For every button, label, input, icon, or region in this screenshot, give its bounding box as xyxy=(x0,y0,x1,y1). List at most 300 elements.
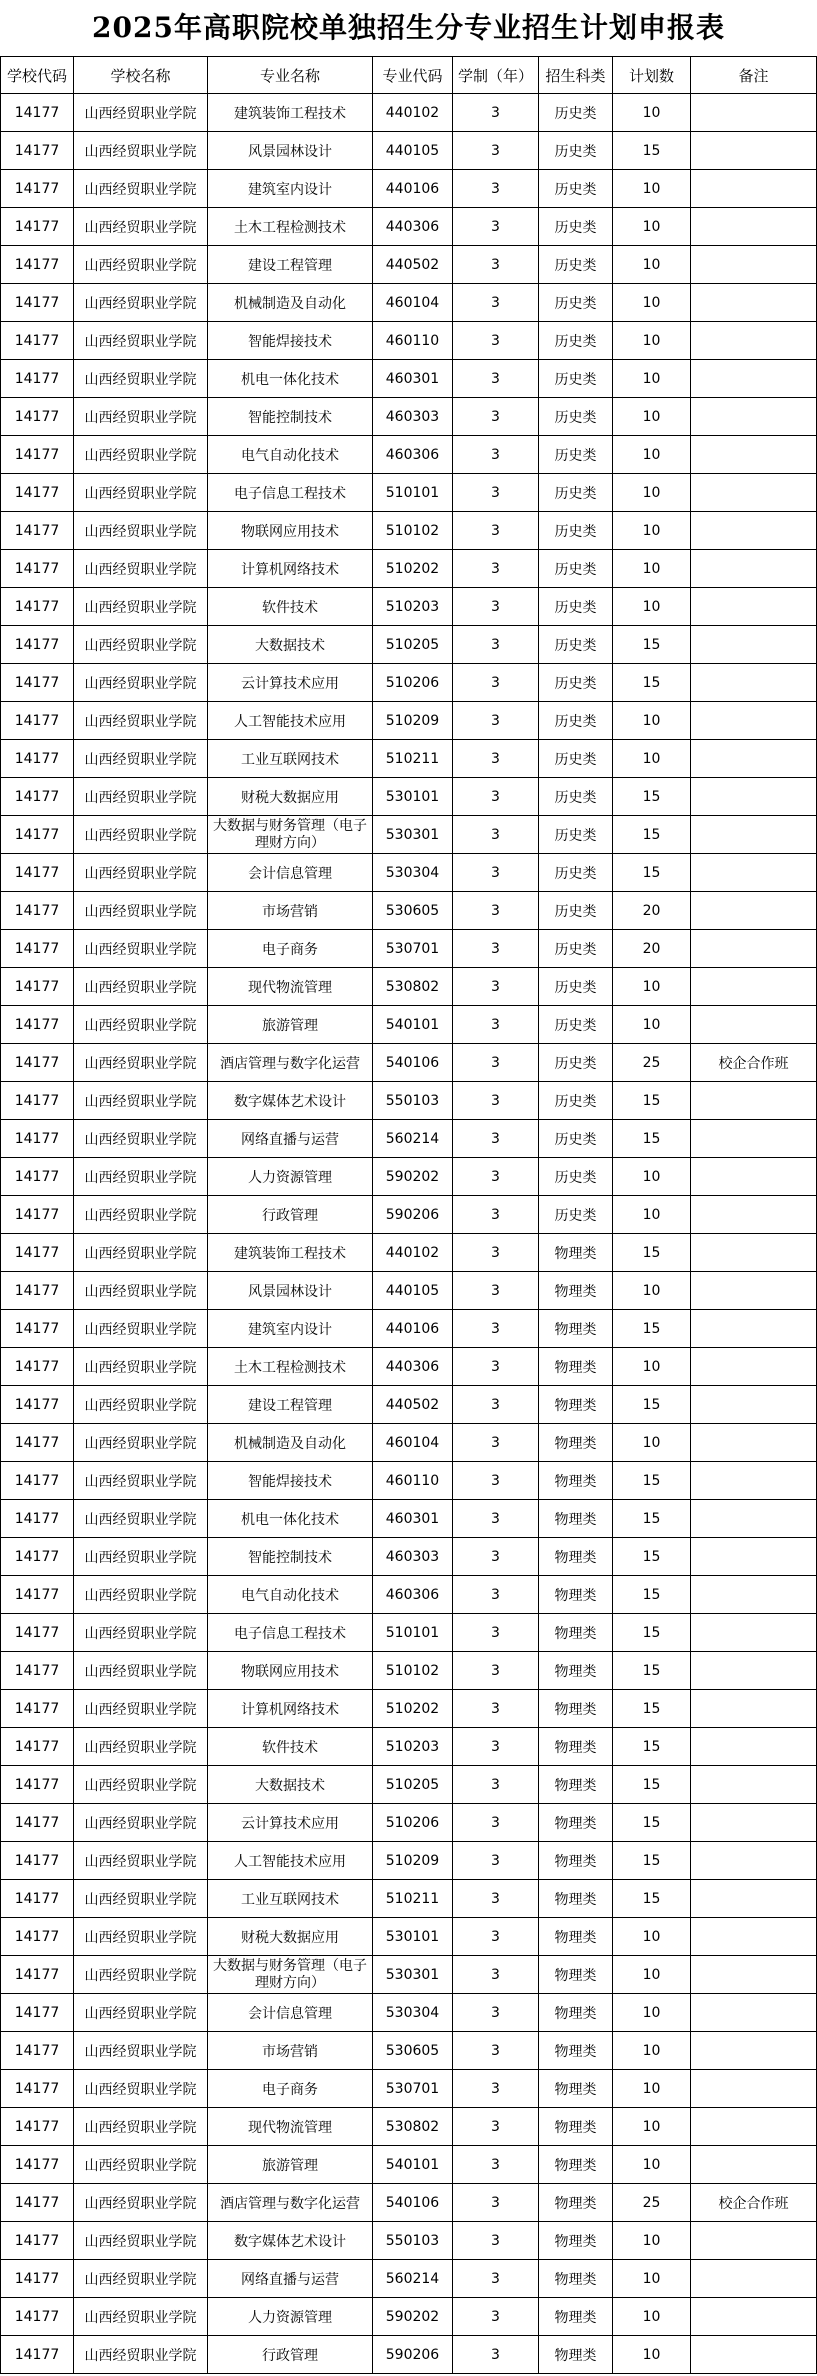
remarks-cell xyxy=(691,702,817,740)
school-name-cell: 山西经贸职业学院 xyxy=(74,2108,208,2146)
table-row xyxy=(1,1538,817,1576)
table-row xyxy=(1,1804,817,1842)
major-name-cell: 数字媒体艺术设计 xyxy=(208,2222,373,2260)
table-row xyxy=(1,284,817,322)
category-cell: 物理类 xyxy=(539,2108,613,2146)
plan-count-cell: 10 xyxy=(613,2108,691,2146)
plan-count-cell: 15 xyxy=(613,816,691,854)
table-row xyxy=(1,968,817,1006)
plan-count-cell: 10 xyxy=(613,2146,691,2184)
major-code-cell: 510203 xyxy=(373,588,453,626)
plan-count-cell: 15 xyxy=(613,1842,691,1880)
category-cell: 历史类 xyxy=(539,550,613,588)
school-code-cell: 14177 xyxy=(1,360,74,398)
major-name-cell: 人工智能技术应用 xyxy=(208,1842,373,1880)
school-code-cell: 14177 xyxy=(1,550,74,588)
category-cell: 物理类 xyxy=(539,2146,613,2184)
major-name-cell: 酒店管理与数字化运营 xyxy=(208,1044,373,1082)
duration-cell: 3 xyxy=(453,816,539,854)
major-code-cell: 540101 xyxy=(373,1006,453,1044)
school-name-cell: 山西经贸职业学院 xyxy=(74,1120,208,1158)
category-cell: 物理类 xyxy=(539,1500,613,1538)
table-row xyxy=(1,2184,817,2222)
school-name-cell: 山西经贸职业学院 xyxy=(74,322,208,360)
remarks-cell xyxy=(691,360,817,398)
plan-count-cell: 10 xyxy=(613,170,691,208)
plan-count-cell: 15 xyxy=(613,778,691,816)
school-name-cell: 山西经贸职业学院 xyxy=(74,474,208,512)
duration-cell: 3 xyxy=(453,170,539,208)
major-name-cell: 建筑装饰工程技术 xyxy=(208,94,373,132)
plan-count-cell: 15 xyxy=(613,1880,691,1918)
school-code-cell: 14177 xyxy=(1,1196,74,1234)
school-code-cell: 14177 xyxy=(1,1006,74,1044)
school-code-cell: 14177 xyxy=(1,1652,74,1690)
major-name-cell: 计算机网络技术 xyxy=(208,550,373,588)
remarks-cell xyxy=(691,1006,817,1044)
remarks-cell xyxy=(691,588,817,626)
major-name-cell: 财税大数据应用 xyxy=(208,1918,373,1956)
category-cell: 物理类 xyxy=(539,1614,613,1652)
major-code-cell: 510211 xyxy=(373,740,453,778)
major-code-cell: 460104 xyxy=(373,284,453,322)
major-name-cell: 大数据与财务管理（电子理财方向） xyxy=(208,816,373,854)
category-cell: 物理类 xyxy=(539,1462,613,1500)
table-row xyxy=(1,2032,817,2070)
major-code-cell: 560214 xyxy=(373,2260,453,2298)
duration-cell: 3 xyxy=(453,702,539,740)
school-name-cell: 山西经贸职业学院 xyxy=(74,1386,208,1424)
plan-count-cell: 10 xyxy=(613,2222,691,2260)
major-name-cell: 财税大数据应用 xyxy=(208,778,373,816)
school-code-cell: 14177 xyxy=(1,1462,74,1500)
table-row xyxy=(1,1766,817,1804)
remarks-cell xyxy=(691,170,817,208)
remarks-cell xyxy=(691,1918,817,1956)
category-cell: 历史类 xyxy=(539,664,613,702)
remarks-cell xyxy=(691,1120,817,1158)
table-row xyxy=(1,1576,817,1614)
category-cell: 历史类 xyxy=(539,94,613,132)
school-code-cell: 14177 xyxy=(1,1082,74,1120)
enrollment-plan-table xyxy=(0,56,817,2374)
table-row xyxy=(1,2260,817,2298)
major-code-cell: 510203 xyxy=(373,1728,453,1766)
school-code-cell: 14177 xyxy=(1,1044,74,1082)
plan-count-cell: 15 xyxy=(613,1120,691,1158)
major-name-cell: 旅游管理 xyxy=(208,1006,373,1044)
school-code-cell: 14177 xyxy=(1,436,74,474)
category-cell: 物理类 xyxy=(539,1652,613,1690)
school-code-cell: 14177 xyxy=(1,284,74,322)
school-code-cell: 14177 xyxy=(1,1310,74,1348)
remarks-cell xyxy=(691,1386,817,1424)
school-name-cell: 山西经贸职业学院 xyxy=(74,2298,208,2336)
major-code-cell: 460303 xyxy=(373,1538,453,1576)
header-school-name: 学校名称 xyxy=(74,57,208,94)
category-cell: 历史类 xyxy=(539,474,613,512)
remarks-cell xyxy=(691,1196,817,1234)
remarks-cell xyxy=(691,2336,817,2374)
major-name-cell: 建筑室内设计 xyxy=(208,170,373,208)
table-row xyxy=(1,1424,817,1462)
remarks-cell xyxy=(691,1424,817,1462)
major-code-cell: 510205 xyxy=(373,626,453,664)
duration-cell: 3 xyxy=(453,892,539,930)
plan-count-cell: 15 xyxy=(613,1576,691,1614)
category-cell: 历史类 xyxy=(539,626,613,664)
category-cell: 历史类 xyxy=(539,778,613,816)
plan-count-cell: 15 xyxy=(613,1614,691,1652)
table-row xyxy=(1,1006,817,1044)
school-name-cell: 山西经贸职业学院 xyxy=(74,1690,208,1728)
school-name-cell: 山西经贸职业学院 xyxy=(74,2184,208,2222)
major-code-cell: 440102 xyxy=(373,1234,453,1272)
major-name-cell: 智能控制技术 xyxy=(208,398,373,436)
remarks-cell xyxy=(691,1614,817,1652)
table-row xyxy=(1,740,817,778)
duration-cell: 3 xyxy=(453,1120,539,1158)
category-cell: 物理类 xyxy=(539,1956,613,1994)
category-cell: 物理类 xyxy=(539,1272,613,1310)
major-name-cell: 大数据与财务管理（电子理财方向） xyxy=(208,1956,373,1994)
major-code-cell: 460303 xyxy=(373,398,453,436)
major-name-cell: 现代物流管理 xyxy=(208,968,373,1006)
duration-cell: 3 xyxy=(453,626,539,664)
remarks-cell: 校企合作班 xyxy=(691,1044,817,1082)
major-name-cell: 市场营销 xyxy=(208,892,373,930)
remarks-cell xyxy=(691,512,817,550)
remarks-cell xyxy=(691,284,817,322)
plan-count-cell: 10 xyxy=(613,2032,691,2070)
school-name-cell: 山西经贸职业学院 xyxy=(74,740,208,778)
major-code-cell: 530605 xyxy=(373,2032,453,2070)
duration-cell: 3 xyxy=(453,1006,539,1044)
table-row xyxy=(1,1386,817,1424)
school-code-cell: 14177 xyxy=(1,1880,74,1918)
table-row xyxy=(1,436,817,474)
school-name-cell: 山西经贸职业学院 xyxy=(74,1918,208,1956)
duration-cell: 3 xyxy=(453,778,539,816)
category-cell: 物理类 xyxy=(539,1918,613,1956)
school-name-cell: 山西经贸职业学院 xyxy=(74,360,208,398)
school-name-cell: 山西经贸职业学院 xyxy=(74,1576,208,1614)
plan-count-cell: 25 xyxy=(613,1044,691,1082)
major-code-cell: 460306 xyxy=(373,1576,453,1614)
remarks-cell xyxy=(691,1804,817,1842)
major-code-cell: 440306 xyxy=(373,208,453,246)
major-code-cell: 530701 xyxy=(373,930,453,968)
major-code-cell: 460301 xyxy=(373,1500,453,1538)
school-name-cell: 山西经贸职业学院 xyxy=(74,1348,208,1386)
school-name-cell: 山西经贸职业学院 xyxy=(74,246,208,284)
school-name-cell: 山西经贸职业学院 xyxy=(74,170,208,208)
major-code-cell: 590202 xyxy=(373,2298,453,2336)
duration-cell: 3 xyxy=(453,2222,539,2260)
category-cell: 物理类 xyxy=(539,1386,613,1424)
duration-cell: 3 xyxy=(453,1956,539,1994)
duration-cell: 3 xyxy=(453,398,539,436)
major-name-cell: 智能控制技术 xyxy=(208,1538,373,1576)
duration-cell: 3 xyxy=(453,1044,539,1082)
duration-cell: 3 xyxy=(453,246,539,284)
page-title: 2025年高职院校单独招生分专业招生计划申报表 xyxy=(92,11,725,44)
category-cell: 历史类 xyxy=(539,892,613,930)
duration-cell: 3 xyxy=(453,1728,539,1766)
category-cell: 物理类 xyxy=(539,1538,613,1576)
plan-count-cell: 15 xyxy=(613,1766,691,1804)
remarks-cell xyxy=(691,1880,817,1918)
duration-cell: 3 xyxy=(453,2298,539,2336)
duration-cell: 3 xyxy=(453,2184,539,2222)
table-row xyxy=(1,2146,817,2184)
category-cell: 物理类 xyxy=(539,1690,613,1728)
school-name-cell: 山西经贸职业学院 xyxy=(74,1538,208,1576)
major-name-cell: 旅游管理 xyxy=(208,2146,373,2184)
table-row xyxy=(1,1918,817,1956)
plan-count-cell: 15 xyxy=(613,1804,691,1842)
major-name-cell: 网络直播与运营 xyxy=(208,2260,373,2298)
school-code-cell: 14177 xyxy=(1,170,74,208)
duration-cell: 3 xyxy=(453,1538,539,1576)
remarks-cell xyxy=(691,2260,817,2298)
school-name-cell: 山西经贸职业学院 xyxy=(74,1424,208,1462)
plan-count-cell: 10 xyxy=(613,436,691,474)
school-code-cell: 14177 xyxy=(1,2070,74,2108)
school-name-cell: 山西经贸职业学院 xyxy=(74,1044,208,1082)
school-name-cell: 山西经贸职业学院 xyxy=(74,816,208,854)
category-cell: 历史类 xyxy=(539,1120,613,1158)
duration-cell: 3 xyxy=(453,360,539,398)
category-cell: 物理类 xyxy=(539,2336,613,2374)
category-cell: 物理类 xyxy=(539,2070,613,2108)
major-name-cell: 人力资源管理 xyxy=(208,2298,373,2336)
category-cell: 历史类 xyxy=(539,968,613,1006)
school-name-cell: 山西经贸职业学院 xyxy=(74,588,208,626)
major-name-cell: 软件技术 xyxy=(208,1728,373,1766)
plan-count-cell: 15 xyxy=(613,1310,691,1348)
school-name-cell: 山西经贸职业学院 xyxy=(74,854,208,892)
plan-count-cell: 15 xyxy=(613,854,691,892)
major-code-cell: 550103 xyxy=(373,1082,453,1120)
plan-count-cell: 10 xyxy=(613,398,691,436)
table-row xyxy=(1,170,817,208)
major-name-cell: 电气自动化技术 xyxy=(208,1576,373,1614)
plan-count-cell: 10 xyxy=(613,740,691,778)
school-name-cell: 山西经贸职业学院 xyxy=(74,930,208,968)
major-name-cell: 电气自动化技术 xyxy=(208,436,373,474)
school-code-cell: 14177 xyxy=(1,1956,74,1994)
major-code-cell: 460110 xyxy=(373,322,453,360)
school-name-cell: 山西经贸职业学院 xyxy=(74,1614,208,1652)
table-row xyxy=(1,1044,817,1082)
duration-cell: 3 xyxy=(453,1386,539,1424)
school-code-cell: 14177 xyxy=(1,1918,74,1956)
major-code-cell: 440306 xyxy=(373,1348,453,1386)
school-code-cell: 14177 xyxy=(1,1348,74,1386)
school-code-cell: 14177 xyxy=(1,2260,74,2298)
major-name-cell: 现代物流管理 xyxy=(208,2108,373,2146)
table-row xyxy=(1,1728,817,1766)
major-name-cell: 网络直播与运营 xyxy=(208,1120,373,1158)
plan-count-cell: 10 xyxy=(613,360,691,398)
remarks-cell xyxy=(691,892,817,930)
remarks-cell xyxy=(691,1842,817,1880)
table-body xyxy=(1,94,817,2374)
major-name-cell: 大数据技术 xyxy=(208,1766,373,1804)
table-row xyxy=(1,1500,817,1538)
plan-count-cell: 10 xyxy=(613,1348,691,1386)
table-row xyxy=(1,94,817,132)
table-row xyxy=(1,550,817,588)
school-code-cell: 14177 xyxy=(1,94,74,132)
major-code-cell: 460110 xyxy=(373,1462,453,1500)
remarks-cell xyxy=(691,626,817,664)
duration-cell: 3 xyxy=(453,968,539,1006)
major-name-cell: 风景园林设计 xyxy=(208,1272,373,1310)
major-code-cell: 540101 xyxy=(373,2146,453,2184)
school-code-cell: 14177 xyxy=(1,208,74,246)
remarks-cell xyxy=(691,930,817,968)
remarks-cell xyxy=(691,1766,817,1804)
school-name-cell: 山西经贸职业学院 xyxy=(74,94,208,132)
school-name-cell: 山西经贸职业学院 xyxy=(74,550,208,588)
major-name-cell: 软件技术 xyxy=(208,588,373,626)
school-name-cell: 山西经贸职业学院 xyxy=(74,1462,208,1500)
table-row xyxy=(1,1652,817,1690)
major-code-cell: 440105 xyxy=(373,1272,453,1310)
school-code-cell: 14177 xyxy=(1,512,74,550)
category-cell: 物理类 xyxy=(539,1424,613,1462)
category-cell: 历史类 xyxy=(539,360,613,398)
duration-cell: 3 xyxy=(453,1614,539,1652)
remarks-cell xyxy=(691,2032,817,2070)
major-code-cell: 440106 xyxy=(373,1310,453,1348)
major-code-cell: 510102 xyxy=(373,1652,453,1690)
school-code-cell: 14177 xyxy=(1,1804,74,1842)
school-name-cell: 山西经贸职业学院 xyxy=(74,398,208,436)
table-row xyxy=(1,208,817,246)
table-row xyxy=(1,702,817,740)
school-name-cell: 山西经贸职业学院 xyxy=(74,1272,208,1310)
plan-count-cell: 10 xyxy=(613,1918,691,1956)
school-code-cell: 14177 xyxy=(1,1234,74,1272)
header-remarks: 备注 xyxy=(691,57,817,94)
remarks-cell xyxy=(691,436,817,474)
table-row xyxy=(1,246,817,284)
duration-cell: 3 xyxy=(453,1424,539,1462)
remarks-cell xyxy=(691,740,817,778)
duration-cell: 3 xyxy=(453,1576,539,1614)
plan-count-cell: 15 xyxy=(613,1082,691,1120)
remarks-cell xyxy=(691,1310,817,1348)
plan-count-cell: 10 xyxy=(613,2070,691,2108)
major-code-cell: 510209 xyxy=(373,1842,453,1880)
duration-cell: 3 xyxy=(453,132,539,170)
duration-cell: 3 xyxy=(453,1994,539,2032)
plan-count-cell: 15 xyxy=(613,1500,691,1538)
category-cell: 物理类 xyxy=(539,2298,613,2336)
plan-count-cell: 10 xyxy=(613,1956,691,1994)
remarks-cell xyxy=(691,816,817,854)
plan-count-cell: 15 xyxy=(613,1462,691,1500)
duration-cell: 3 xyxy=(453,1690,539,1728)
remarks-cell xyxy=(691,1652,817,1690)
remarks-cell xyxy=(691,968,817,1006)
school-code-cell: 14177 xyxy=(1,1538,74,1576)
remarks-cell xyxy=(691,398,817,436)
school-code-cell: 14177 xyxy=(1,1386,74,1424)
school-code-cell: 14177 xyxy=(1,816,74,854)
school-code-cell: 14177 xyxy=(1,854,74,892)
major-code-cell: 530304 xyxy=(373,854,453,892)
major-name-cell: 机械制造及自动化 xyxy=(208,284,373,322)
category-cell: 历史类 xyxy=(539,208,613,246)
school-code-cell: 14177 xyxy=(1,626,74,664)
category-cell: 历史类 xyxy=(539,284,613,322)
major-name-cell: 土木工程检测技术 xyxy=(208,208,373,246)
plan-count-cell: 10 xyxy=(613,968,691,1006)
duration-cell: 3 xyxy=(453,740,539,778)
duration-cell: 3 xyxy=(453,2146,539,2184)
table-row xyxy=(1,1614,817,1652)
major-code-cell: 440102 xyxy=(373,94,453,132)
header-school-code: 学校代码 xyxy=(1,57,74,94)
school-code-cell: 14177 xyxy=(1,1272,74,1310)
plan-count-cell: 10 xyxy=(613,246,691,284)
major-code-cell: 510205 xyxy=(373,1766,453,1804)
school-name-cell: 山西经贸职业学院 xyxy=(74,2146,208,2184)
school-code-cell: 14177 xyxy=(1,778,74,816)
table-row xyxy=(1,1880,817,1918)
category-cell: 历史类 xyxy=(539,816,613,854)
duration-cell: 3 xyxy=(453,2032,539,2070)
table-row xyxy=(1,322,817,360)
school-code-cell: 14177 xyxy=(1,2108,74,2146)
plan-count-cell: 10 xyxy=(613,2260,691,2298)
school-code-cell: 14177 xyxy=(1,2146,74,2184)
duration-cell: 3 xyxy=(453,664,539,702)
category-cell: 物理类 xyxy=(539,1310,613,1348)
remarks-cell xyxy=(691,1234,817,1272)
school-name-cell: 山西经贸职业学院 xyxy=(74,1994,208,2032)
plan-count-cell: 10 xyxy=(613,1272,691,1310)
plan-count-cell: 15 xyxy=(613,1728,691,1766)
school-name-cell: 山西经贸职业学院 xyxy=(74,1956,208,1994)
school-name-cell: 山西经贸职业学院 xyxy=(74,1766,208,1804)
school-name-cell: 山西经贸职业学院 xyxy=(74,968,208,1006)
major-code-cell: 560214 xyxy=(373,1120,453,1158)
category-cell: 物理类 xyxy=(539,1234,613,1272)
major-code-cell: 530301 xyxy=(373,816,453,854)
duration-cell: 3 xyxy=(453,1310,539,1348)
category-cell: 历史类 xyxy=(539,702,613,740)
duration-cell: 3 xyxy=(453,854,539,892)
remarks-cell xyxy=(691,1158,817,1196)
category-cell: 历史类 xyxy=(539,436,613,474)
school-code-cell: 14177 xyxy=(1,1690,74,1728)
category-cell: 历史类 xyxy=(539,588,613,626)
duration-cell: 3 xyxy=(453,930,539,968)
school-name-cell: 山西经贸职业学院 xyxy=(74,664,208,702)
school-code-cell: 14177 xyxy=(1,1576,74,1614)
plan-count-cell: 10 xyxy=(613,208,691,246)
table-row xyxy=(1,1196,817,1234)
major-name-cell: 行政管理 xyxy=(208,2336,373,2374)
plan-count-cell: 10 xyxy=(613,1158,691,1196)
major-name-cell: 工业互联网技术 xyxy=(208,740,373,778)
major-name-cell: 人力资源管理 xyxy=(208,1158,373,1196)
